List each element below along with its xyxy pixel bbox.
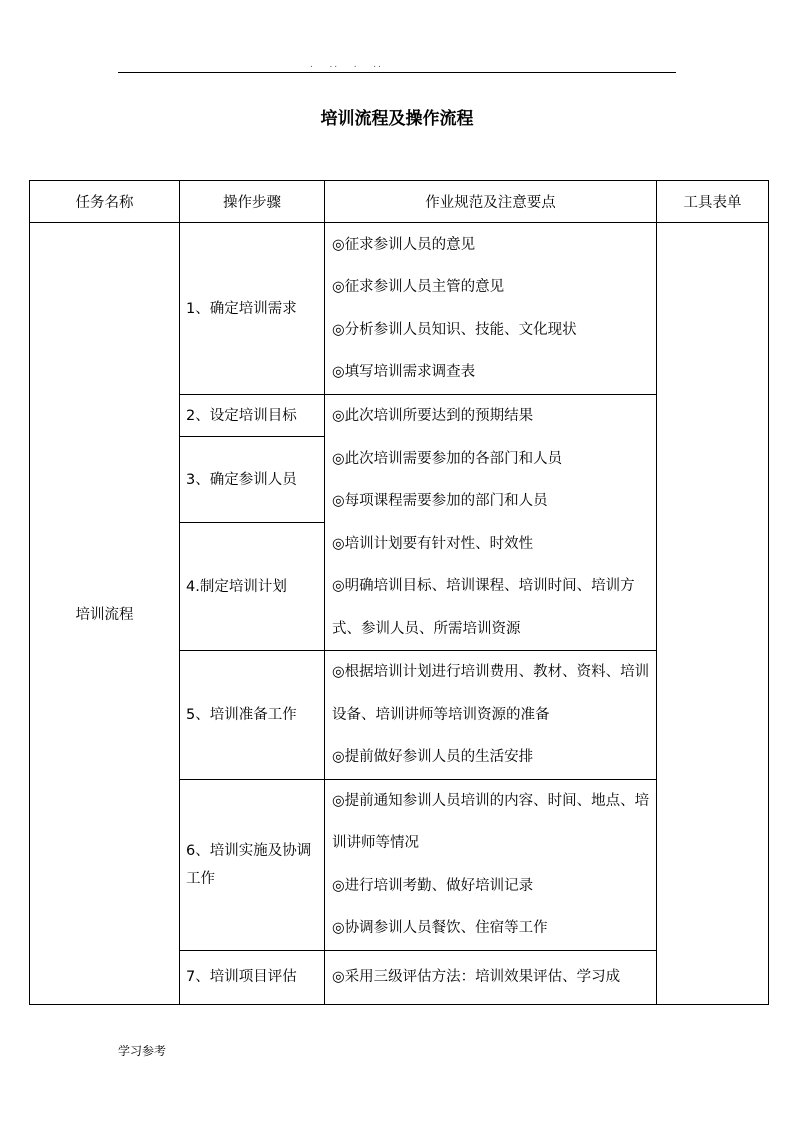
notes-group-2 [325, 395, 657, 651]
note-item: ◎填写培训需求调查表 [332, 364, 476, 380]
step-7: 7、培训项目评估 [180, 950, 325, 1004]
column-header-step: 操作步骤 [180, 181, 325, 223]
task-name-cell: 培训流程 [30, 223, 180, 1005]
notes-group-1 [325, 223, 657, 395]
note-item: ◎培训计划要有针对性、时效性 [332, 535, 534, 552]
note-item: ◎根据培训计划进行培训费用、教材、资料、培训设备、培训讲师等培训资源的准备 [332, 664, 650, 723]
column-header-tools: 工具表单 [657, 181, 769, 223]
table-row [30, 223, 769, 395]
note-item: ◎征求参训人员主管的意见 [332, 279, 505, 295]
note-item: ◎此次培训需要参加的各部门和人员 [332, 450, 563, 467]
note-item: ◎进行培训考勤、做好培训记录 [332, 877, 534, 894]
tools-cell [657, 223, 769, 1005]
step-3: 3、确定参训人员 [180, 437, 325, 523]
step-1: 1、确定培训需求 [180, 223, 325, 395]
header-dots: . .. . .. [310, 60, 383, 70]
note-item: ◎此次培训所要达到的预期结果 [332, 408, 534, 424]
step-6: 6、培训实施及协调工作 [180, 779, 325, 950]
note-item: ◎征求参训人员的意见 [332, 236, 476, 253]
note-item: ◎每项课程需要参加的部门和人员 [332, 493, 548, 509]
note-item: ◎分析参训人员知识、技能、文化现状 [332, 321, 577, 338]
notes-group-5 [325, 950, 657, 1004]
column-header-notes: 作业规范及注意要点 [325, 181, 657, 223]
note-item: ◎明确培训目标、培训课程、培训时间、培训方式、参训人员、所需培训资源 [332, 578, 635, 637]
note-item: ◎提前做好参训人员的生活安排 [332, 749, 534, 765]
page-title: 培训流程及操作流程 [320, 109, 474, 129]
notes-group-4 [325, 779, 657, 950]
header-rule [118, 72, 676, 73]
notes-group-3 [325, 651, 657, 780]
column-header-task: 任务名称 [30, 181, 180, 223]
process-table [29, 180, 769, 1005]
step-5: 5、培训准备工作 [180, 651, 325, 780]
note-item: ◎协调参训人员餐饮、住宿等工作 [332, 920, 548, 936]
step-4: 4.制定培训计划 [180, 523, 325, 651]
note-item: ◎提前通知参训人员培训的内容、时间、地点、培训讲师等情况 [332, 792, 650, 851]
step-2: 2、设定培训目标 [180, 395, 325, 437]
note-item: ◎采用三级评估方法：培训效果评估、学习成 [332, 968, 621, 985]
footer-text: 学习参考 [118, 1044, 167, 1058]
table-header-row [30, 181, 769, 223]
